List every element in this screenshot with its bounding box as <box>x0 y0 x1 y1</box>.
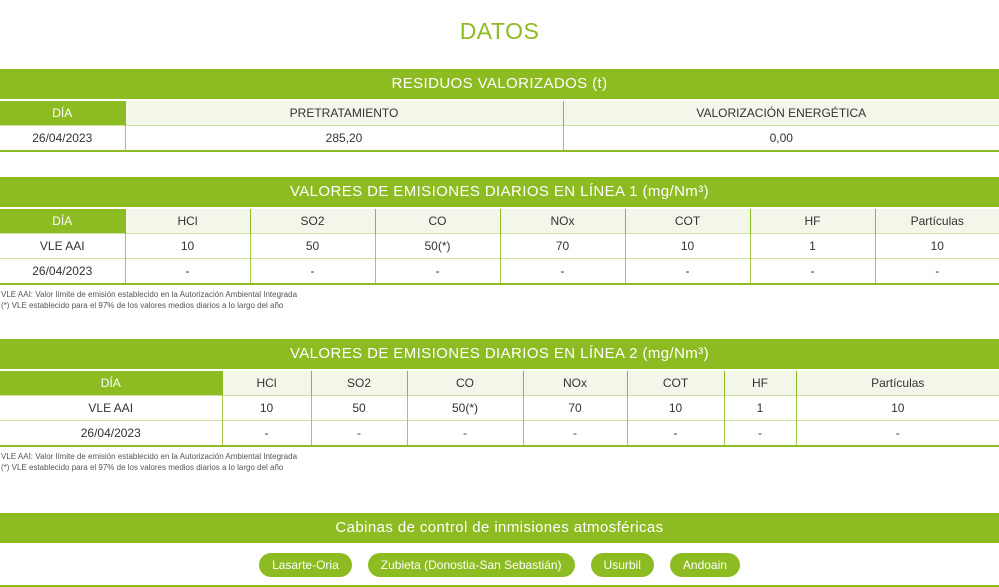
col-header-dia: DÍA <box>0 370 222 396</box>
cell-cot: - <box>625 259 750 285</box>
col-header-nox: NOx <box>523 370 627 396</box>
cabinas-section <box>0 513 999 587</box>
cell-particulas: - <box>796 421 999 447</box>
cell-co: 50(*) <box>375 234 500 259</box>
table-row <box>0 234 999 259</box>
cell-hf: - <box>724 421 796 447</box>
col-header-co: CO <box>375 208 500 234</box>
col-header-hcl: HCl <box>222 370 311 396</box>
col-header-so2: SO2 <box>311 370 407 396</box>
cabinas-title: Cabinas de control de inmisiones atmosféricas <box>0 513 999 543</box>
cell-hcl: - <box>222 421 311 447</box>
linea2-table <box>0 369 999 447</box>
residuos-table <box>0 99 999 152</box>
cabina-zubieta-button[interactable]: Zubieta (Donostia-San Sebastián) <box>368 553 575 577</box>
cell-so2: 50 <box>250 234 375 259</box>
cell-nox: 70 <box>500 234 625 259</box>
cell-co: - <box>407 421 523 447</box>
cell-nox: - <box>523 421 627 447</box>
table-row <box>0 259 999 285</box>
cell-dia: 26/04/2023 <box>0 259 125 285</box>
cell-particulas: - <box>875 259 999 285</box>
col-header-valorizacion: VALORIZACIÓN ENERGÉTICA <box>563 100 999 126</box>
linea1-notes <box>0 289 999 311</box>
table-row <box>0 396 999 421</box>
col-header-pretratamiento: PRETRATAMIENTO <box>125 100 563 126</box>
note-asterisk: (*) VLE establecido para el 97% de los valores medios diarios a lo largo del año <box>1 301 284 310</box>
col-header-hf: HF <box>750 208 875 234</box>
table-row <box>0 421 999 447</box>
cell-pretratamiento: 285,20 <box>125 126 563 152</box>
cell-dia: VLE AAI <box>0 396 222 421</box>
note-vle: VLE AAI: Valor límite de emisión establecido en la Autorización Ambiental Integrada <box>1 452 298 461</box>
col-header-dia: DÍA <box>0 100 125 126</box>
cabina-lasarte-oria-button[interactable]: Lasarte-Oria <box>259 553 352 577</box>
cell-so2: 50 <box>311 396 407 421</box>
linea2-title: VALORES DE EMISIONES DIARIOS EN LÍNEA 2 (mg/Nm³) <box>0 339 999 369</box>
page-title: DATOS <box>459 18 540 44</box>
cell-cot: - <box>627 421 724 447</box>
cell-so2: - <box>250 259 375 285</box>
col-header-dia: DÍA <box>0 208 125 234</box>
cabinas-buttons <box>0 553 999 577</box>
cell-dia: VLE AAI <box>0 234 125 259</box>
cell-hf: 1 <box>724 396 796 421</box>
cell-hf: 1 <box>750 234 875 259</box>
residuos-title: RESIDUOS VALORIZADOS (t) <box>0 69 999 99</box>
col-header-cot: COT <box>625 208 750 234</box>
cell-dia: 26/04/2023 <box>0 126 125 152</box>
cell-co: 50(*) <box>407 396 523 421</box>
col-header-particulas: Partículas <box>875 208 999 234</box>
cell-hcl: 10 <box>222 396 311 421</box>
cell-hcl: 10 <box>125 234 250 259</box>
col-header-nox: NOx <box>500 208 625 234</box>
col-header-co: CO <box>407 370 523 396</box>
linea1-table <box>0 207 999 285</box>
col-header-so2: SO2 <box>250 208 375 234</box>
table-header-row <box>0 208 999 234</box>
table-row <box>0 126 999 152</box>
linea2-section <box>0 339 999 473</box>
cell-nox: 70 <box>523 396 627 421</box>
table-header-row <box>0 100 999 126</box>
cell-dia: 26/04/2023 <box>0 421 222 447</box>
note-vle: VLE AAI: Valor límite de emisión establecido en la Autorización Ambiental Integrada <box>1 290 298 299</box>
cell-nox: - <box>500 259 625 285</box>
residuos-section <box>0 69 999 152</box>
cell-so2: - <box>311 421 407 447</box>
cell-cot: 10 <box>627 396 724 421</box>
col-header-hf: HF <box>724 370 796 396</box>
col-header-cot: COT <box>627 370 724 396</box>
col-header-hcl: HCl <box>125 208 250 234</box>
cell-particulas: 10 <box>875 234 999 259</box>
linea1-title: VALORES DE EMISIONES DIARIOS EN LÍNEA 1 (mg/Nm³) <box>0 177 999 207</box>
cell-hf: - <box>750 259 875 285</box>
table-header-row <box>0 370 999 396</box>
cell-cot: 10 <box>625 234 750 259</box>
cabina-usurbil-button[interactable]: Usurbil <box>591 553 654 577</box>
cell-valorizacion: 0,00 <box>563 126 999 152</box>
cell-hcl: - <box>125 259 250 285</box>
note-asterisk: (*) VLE establecido para el 97% de los valores medios diarios a lo largo del año <box>1 463 284 472</box>
cell-co: - <box>375 259 500 285</box>
col-header-particulas: Partículas <box>796 370 999 396</box>
linea2-notes <box>0 451 999 473</box>
linea1-section <box>0 177 999 311</box>
cell-particulas: 10 <box>796 396 999 421</box>
cabina-andoain-button[interactable]: Andoain <box>670 553 740 577</box>
